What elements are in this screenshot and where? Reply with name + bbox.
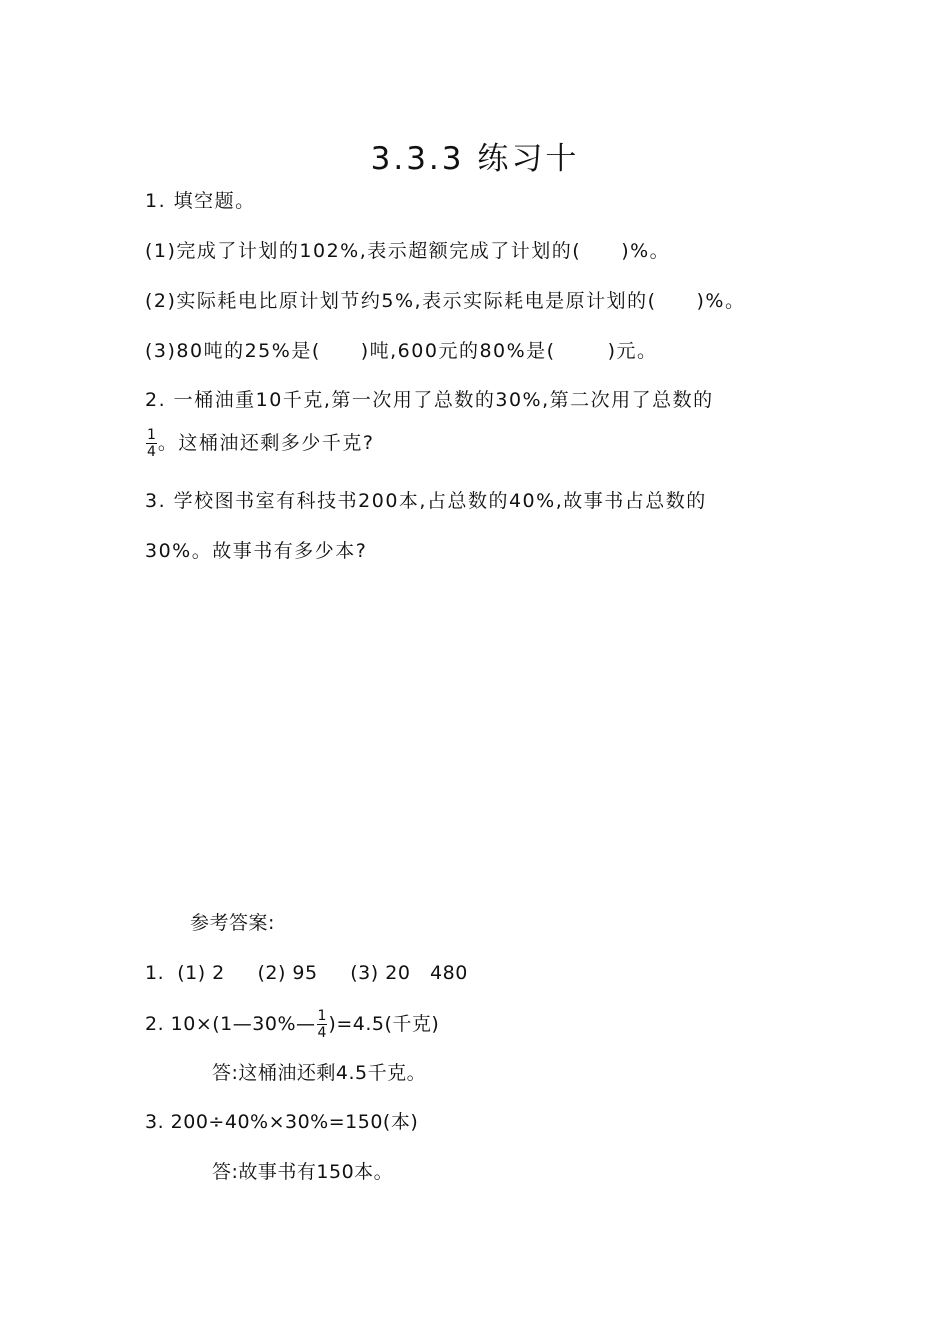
answers-heading: 参考答案:: [190, 912, 275, 934]
question-3-line-1: 3. 学校图书室有科技书200本,占总数的40%,故事书占总数的: [145, 490, 707, 512]
fraction-denominator: 4: [317, 1025, 327, 1041]
fraction-one-quarter: [317, 1008, 328, 1041]
sub-1-end: )%。: [621, 240, 671, 262]
fraction-denominator: 4: [147, 444, 156, 460]
sub-3-part-b: )吨,600元的80%是(: [360, 340, 556, 362]
fraction-one-quarter: [146, 427, 157, 460]
page-title: 3.3.3 练习十: [370, 141, 580, 177]
sub-3-part-a: (3)80吨的25%是(: [145, 340, 321, 362]
question-1-sub-3: [145, 339, 658, 363]
fraction-numerator: 1: [147, 427, 156, 443]
sub-3-part-c: )元。: [607, 340, 658, 362]
question-1-sub-1: [145, 239, 670, 263]
fraction-numerator: 1: [317, 1008, 327, 1024]
question-1-heading: 1. 填空题。: [145, 190, 256, 212]
answer-2-suffix: )=4.5(千克): [328, 1013, 440, 1035]
sub-1-text: (1)完成了计划的102%,表示超额完成了计划的(: [145, 240, 582, 262]
answer-2-prefix: 2. 10×(1—30%—: [145, 1013, 316, 1035]
answer-2: [145, 1008, 439, 1041]
question-2-line-2: [145, 427, 375, 460]
question-2-line-1: 2. 一桶油重10千克,第一次用了总数的30%,第二次用了总数的: [145, 389, 714, 411]
question-2-text: 。这桶油还剩多少千克?: [157, 432, 375, 454]
answer-3: 3. 200÷40%×30%=150(本): [145, 1111, 419, 1133]
question-3-line-2: 30%。故事书有多少本?: [145, 540, 368, 562]
answer-1: 1. (1) 2 (2) 95 (3) 20 480: [145, 962, 468, 984]
question-1-sub-2: [145, 289, 745, 313]
answer-2-reply: 答:这桶油还剩4.5千克。: [212, 1062, 427, 1084]
answer-3-reply: 答:故事书有150本。: [212, 1161, 394, 1183]
sub-2-end: )%。: [696, 290, 746, 312]
sub-2-text: (2)实际耗电比原计划节约5%,表示实际耗电是原计划的(: [145, 290, 657, 312]
